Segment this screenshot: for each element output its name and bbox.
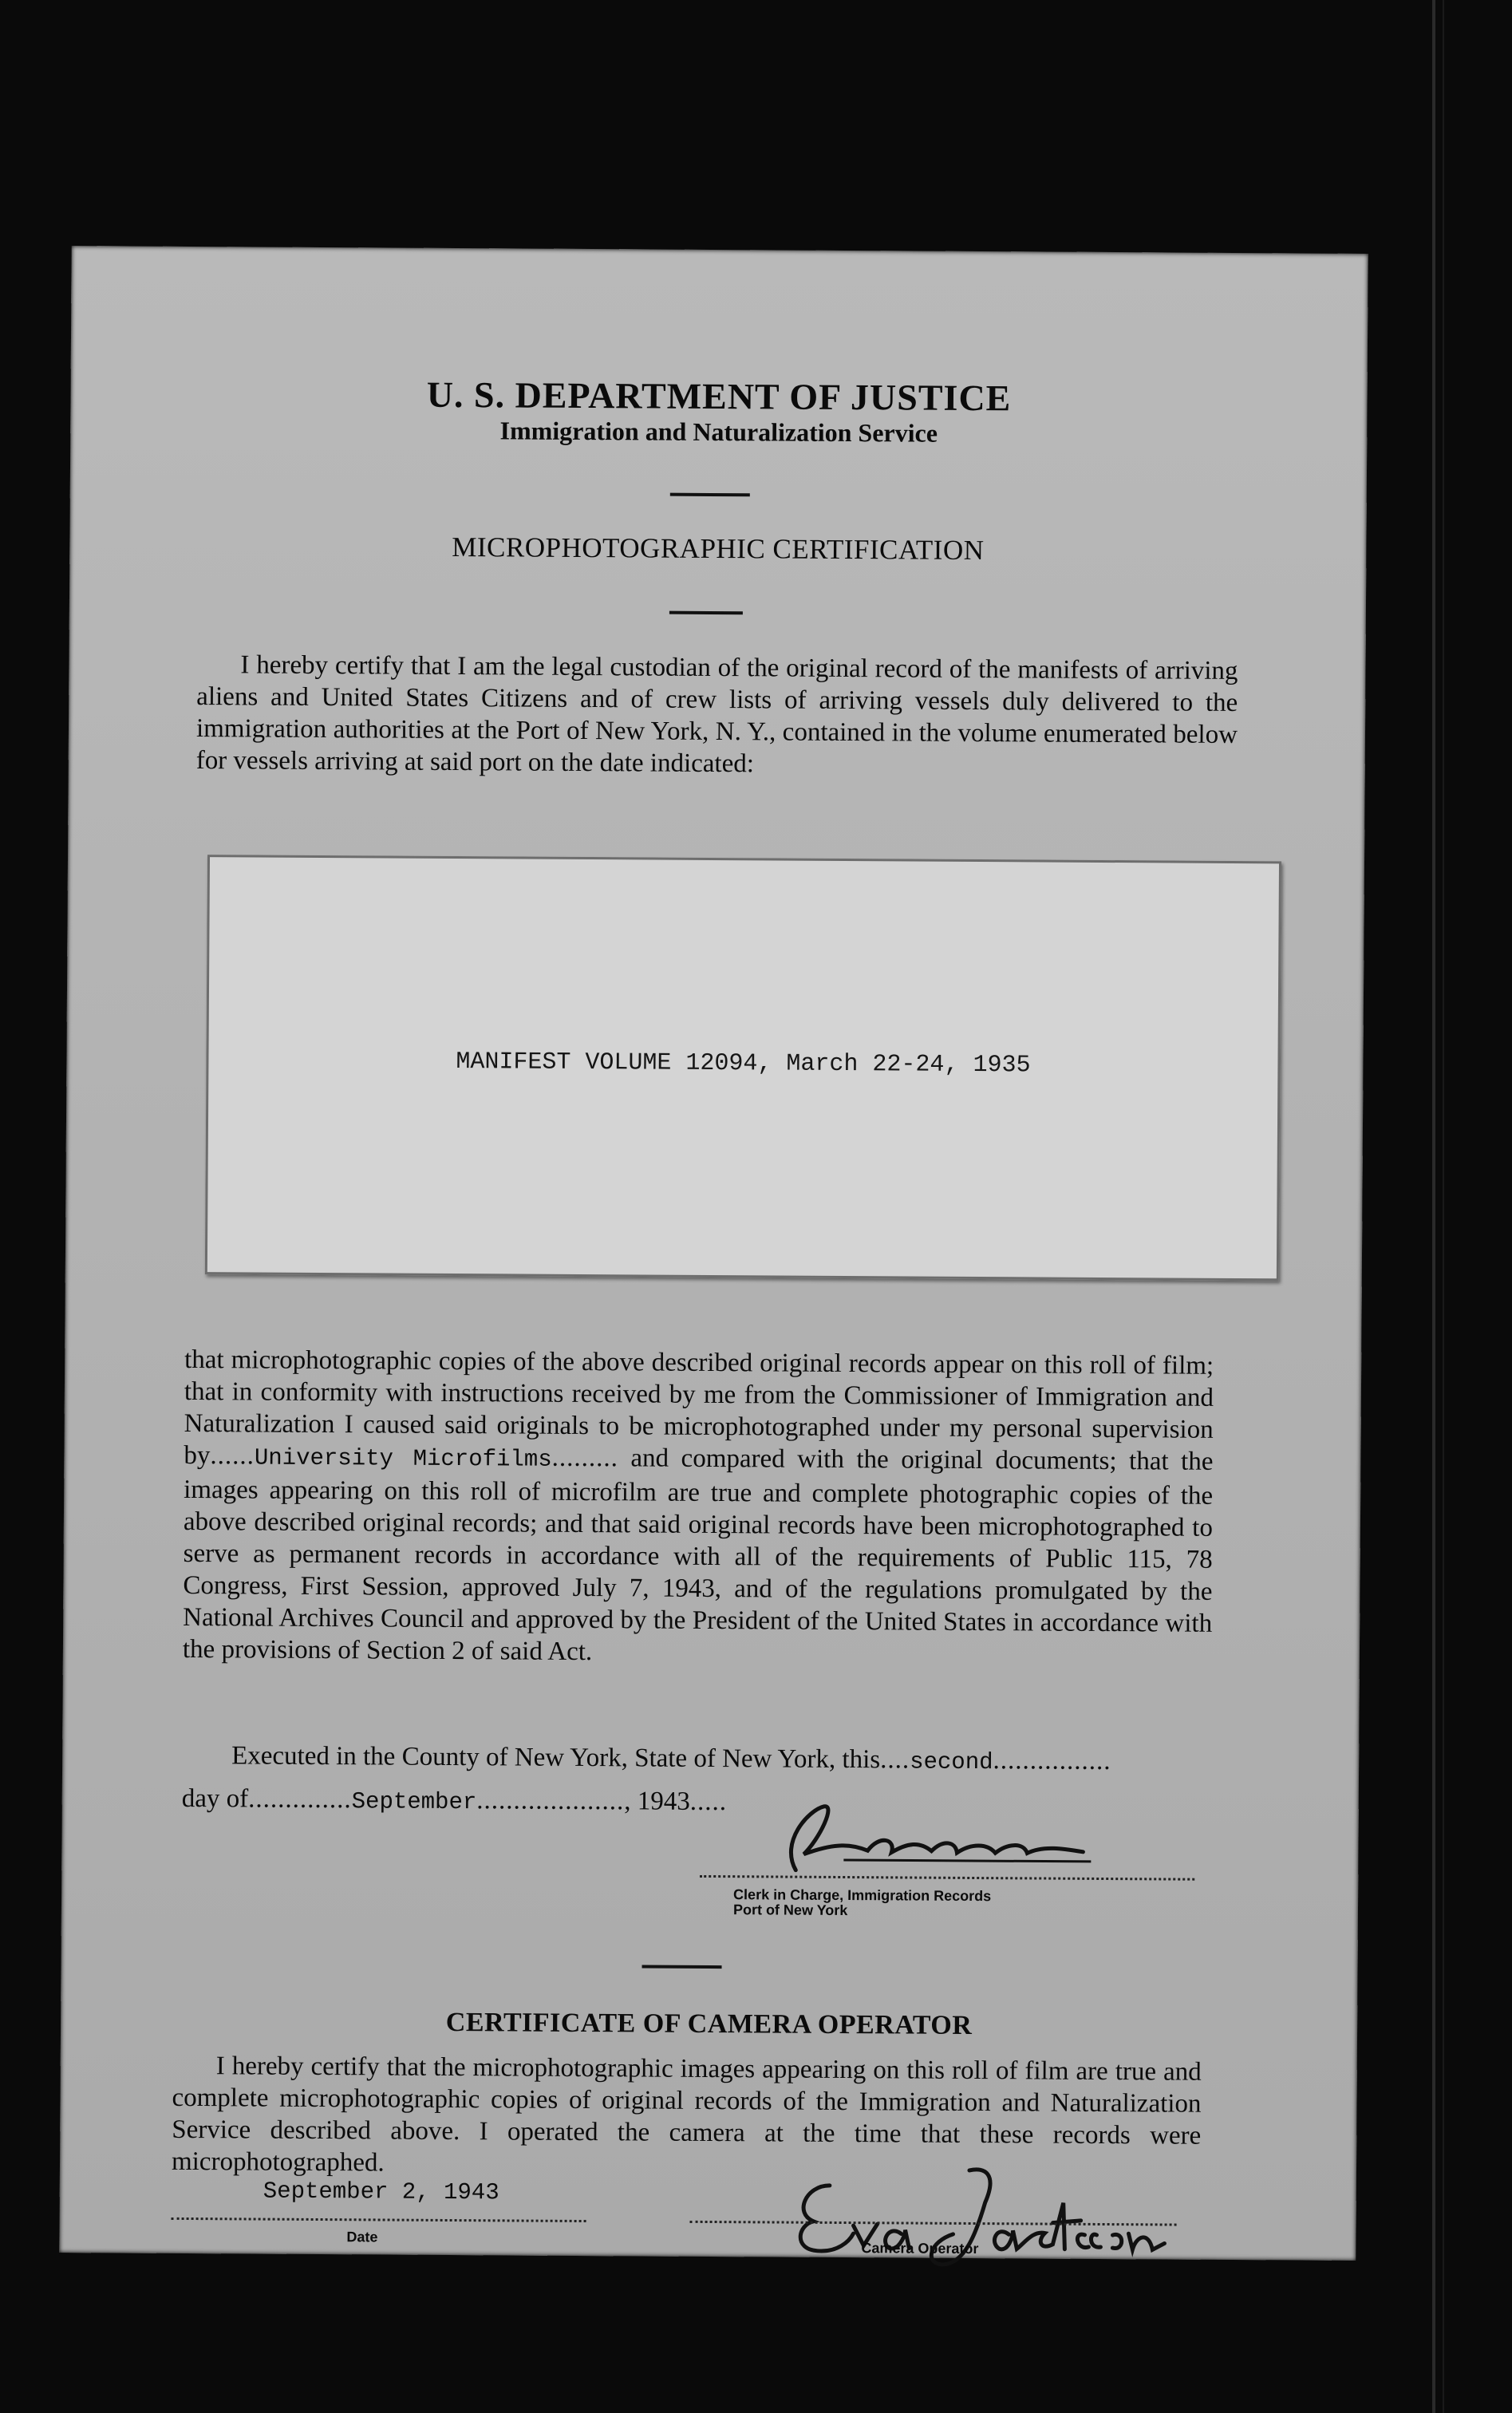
date-line xyxy=(172,2218,586,2222)
manifest-card xyxy=(205,855,1281,1281)
camera-operator-title: CERTIFICATE OF CAMERA OPERATOR xyxy=(445,2007,973,2040)
body-text-before: that microphotographic copies of the above described original records appear on this roll of film; that in conformity with instructions received by me from the Commissioner of Immigration and Naturalization I caused said originals to be microphotographed under my personal supervision by xyxy=(184,1345,1214,1471)
body-text-after: and compared with the original documents; that the images appearing on this roll of microfilm are true and complete photographic copies of the above described original records; and that said original records have been microphotographed to serve as permanent records in accordance with all of the requirements of Public 115, 78 Congress, First Session, approved July 7, 1943, and of the regulations promulgated by the National Archives Council and approved by the President of the United States in accordance with the provisions of Section 2 of said Act. xyxy=(182,1443,1214,1667)
service-subheading: Immigration and Naturalization Service xyxy=(499,416,938,448)
clerk-title xyxy=(733,1887,991,1919)
date-value: September 2, 1943 xyxy=(263,2178,499,2206)
certification-title: MICROPHOTOGRAPHIC CERTIFICATION xyxy=(452,531,985,567)
execution-day: second xyxy=(910,1748,993,1776)
body-paragraph: that microphotographic copies of the above described original records appear on this roll of film; that in conformity with instructions received by me from the Commissioner of Immigration and Naturalization I caused said originals to be microphotographed under my personal supervision by......University Microfilms......... and compared with the original documents; that the images appearing on this roll of microfilm are true and complete photographic copies of the above described original records; and that said original records have been microphotographed to serve as permanent records in accordance with all of the requirements of Public 115, 78 Congress, First Session, approved July 7, 1943, and of the regulations promulgated by the National Archives Council and approved by the President of the United States in accordance with the provisions of Section 2 of said Act. xyxy=(182,1345,1214,1667)
execution-line: Executed in the County of New York, State of New York, this....second................ xyxy=(231,1741,1111,1776)
execution-text: Executed in the County of New York, State of New York, this xyxy=(231,1741,881,1775)
supervisor-name: University Microfilms xyxy=(254,1444,552,1473)
camera-operator-signature xyxy=(769,2153,1201,2275)
date-label: Date xyxy=(346,2229,378,2245)
certificate-sheet xyxy=(59,246,1368,2261)
execution-year: , 1943 xyxy=(624,1787,690,1816)
day-of-line: day of..............September...................., 1943..... xyxy=(181,1783,728,1817)
clerk-signature xyxy=(748,1794,1163,1884)
clerk-title-line2: Port of New York xyxy=(732,1902,848,1919)
film-edge xyxy=(1432,0,1435,2413)
department-heading: U. S. DEPARTMENT OF JUSTICE xyxy=(426,373,1012,419)
manifest-volume-text: MANIFEST VOLUME 12094, March 22-24, 1935 xyxy=(456,1049,1031,1080)
camera-operator-label: Camera Operator xyxy=(861,2240,979,2257)
divider xyxy=(670,493,750,497)
day-of-label: day of xyxy=(181,1783,249,1814)
camera-paragraph: I hereby certify that the microphotographic images appearing on this roll of film are true and complete microphotographic copies of original records of the Immigration and Naturalization Service described above. I operated the camera at the time that these records were microphotographed. xyxy=(171,2052,1202,2178)
film-edge-line xyxy=(1443,0,1444,2413)
clerk-title-line1: Clerk in Charge, Immigration Records xyxy=(733,1886,992,1905)
divider xyxy=(669,611,743,615)
execution-month: September xyxy=(351,1788,477,1816)
divider xyxy=(642,1965,722,1969)
intro-paragraph: I hereby certify that I am the legal custodian of the original record of the manifests of arriving aliens and United States Citizens and of crew lists of arriving vessels duly delivered to the immigration authorities at the Port of New York, N. Y., contained in the volume enumerated below for vessels arriving at said port on the date indicated: xyxy=(195,650,1238,779)
